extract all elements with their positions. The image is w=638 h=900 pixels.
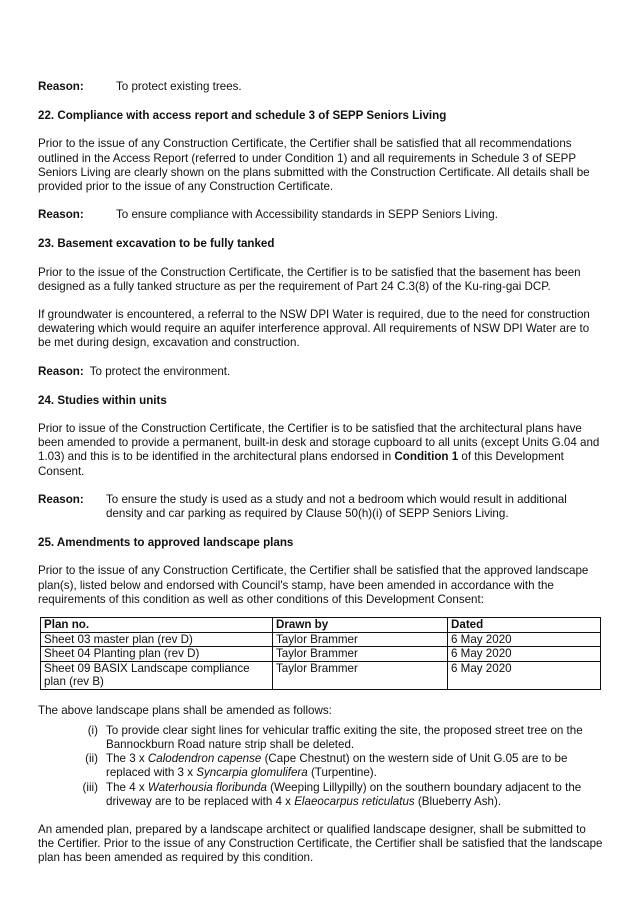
para-24-text-b: of this Development Consent. bbox=[38, 450, 564, 478]
list-item bbox=[76, 752, 604, 780]
reason-text: To protect existing trees. bbox=[116, 80, 242, 93]
reason-trees bbox=[38, 80, 604, 94]
reason-label: Reason: bbox=[38, 80, 84, 93]
species-name: Syncarpia glomulifera bbox=[196, 766, 308, 780]
para-22: Prior to the issue of any Construction Certificate, the Certifier shall be satisfied that all recommendations outlined in the Access Report (referred to under Condition 1) and all requirements in Schedule 3 of SEPP Seniors Living are clearly shown on the plans submitted with the Construction Certificate. All details shall be provided prior to the issue of any Construction Certificate. bbox=[38, 137, 590, 194]
list-item bbox=[76, 781, 604, 809]
table-header-row bbox=[41, 618, 601, 633]
table-row bbox=[41, 661, 601, 689]
list-text bbox=[106, 781, 604, 809]
table-cell: 6 May 2020 bbox=[448, 661, 601, 689]
list-number: (ii) bbox=[85, 752, 98, 766]
table-cell: Taylor Brammer bbox=[273, 632, 448, 647]
table-cell: Sheet 09 BASIX Landscape compliance plan (rev B) bbox=[41, 661, 273, 689]
para-23-a: Prior to the issue of the Construction Certificate, the Certifier is to be satisfied that the basement has been designed as a fully tanked structure as per the requirement of Part 24 C.3(8) of the Ku-ring-gai DCP. bbox=[38, 265, 581, 293]
amendment-list bbox=[38, 724, 604, 809]
reason-23 bbox=[38, 365, 604, 379]
species-name: Waterhousia floribunda bbox=[147, 780, 267, 794]
table-cell: Taylor Brammer bbox=[273, 647, 448, 662]
list-text bbox=[106, 752, 604, 780]
para-23-b: If groundwater is encountered, a referral to the NSW DPI Water is required, due to the need for construction dewatering which would require an aquifer interference approval. All requirements of NSW DPI Water are to be met during design, excavation and construction. bbox=[38, 308, 590, 350]
reason-22 bbox=[38, 208, 604, 222]
list-text: To provide clear sight lines for vehicular traffic exiting the site, the proposed street tree on the Bannockburn Road nature strip shall be deleted. bbox=[106, 723, 583, 751]
table-header-cell: Dated bbox=[448, 618, 601, 633]
text-run: (Blueberry Ash). bbox=[414, 794, 502, 808]
para-25: Prior to the issue of any Construction Certificate, the Certifier shall be satisfied that the approved landscape plan(s), listed below and endorsed with Council's stamp, have been amended in accordance with the requirements of this condition as well as other conditions of this Development Consent: bbox=[38, 564, 589, 606]
text-run: The 3 x bbox=[106, 752, 148, 766]
text-run: (Turpentine). bbox=[307, 766, 377, 780]
landscape-plans-table bbox=[40, 617, 601, 690]
species-name: Calodendron capense bbox=[147, 752, 262, 766]
heading-25: 25. Amendments to approved landscape plans bbox=[38, 536, 294, 550]
table-row bbox=[41, 632, 601, 647]
table-header-cell: Plan no. bbox=[41, 618, 273, 633]
table-row bbox=[41, 647, 601, 662]
text-run: The 4 x bbox=[106, 780, 148, 794]
para-24-text-a: Prior to issue of the Construction Certificate, the Certifier is to be satisfied that the architectural plans have been amended to provide a permanent, built-in desk and storage cupboard to all units (except Units G.04 and 1.03) and this is to be identified in the architectural plans endorsed in bbox=[38, 422, 600, 464]
table-header-cell: Drawn by bbox=[273, 618, 448, 633]
table-cell: Taylor Brammer bbox=[273, 661, 448, 689]
reason-24 bbox=[38, 493, 604, 521]
heading-23: 23. Basement excavation to be fully tanked bbox=[38, 237, 275, 251]
table-cell: 6 May 2020 bbox=[448, 632, 601, 647]
species-name: Elaeocarpus reticulatus bbox=[294, 794, 415, 808]
heading-22: 22. Compliance with access report and schedule 3 of SEPP Seniors Living bbox=[38, 109, 447, 123]
reason-label: Reason: bbox=[38, 208, 84, 222]
list-item bbox=[76, 724, 604, 752]
amend-intro: The above landscape plans shall be amended as follows: bbox=[38, 703, 332, 717]
table-cell: 6 May 2020 bbox=[448, 647, 601, 662]
text-run: (Cape Chestnut) on the western side of Unit G.05 are to be replaced with 3 x bbox=[106, 752, 568, 780]
list-number: (iii) bbox=[82, 780, 98, 794]
reason-text: To protect the environment. bbox=[89, 364, 231, 378]
list-number: (i) bbox=[87, 723, 98, 737]
table-cell: Sheet 03 master plan (rev D) bbox=[41, 632, 273, 647]
reason-label: Reason: bbox=[38, 492, 84, 506]
reason-text: To ensure compliance with Accessibility standards in SEPP Seniors Living. bbox=[116, 208, 498, 222]
para-24 bbox=[38, 422, 604, 479]
table-cell: Sheet 04 Planting plan (rev D) bbox=[41, 647, 273, 662]
reason-text: To ensure the study is used as a study and not a bedroom which would result in additional density and car parking as required by Clause 50(h)(i) of SEPP Seniors Living. bbox=[106, 492, 567, 521]
closing-para: An amended plan, prepared by a landscape architect or qualified landscape designer, shall be submitted to the Certifier. Prior to the issue of any Construction Certificate, the Certifier shall be satisfied that the landscape plan has been amended as required by this condition. bbox=[38, 823, 603, 865]
document-page bbox=[38, 80, 604, 880]
heading-24: 24. Studies within units bbox=[38, 393, 167, 407]
condition-1-ref: Condition 1 bbox=[394, 450, 459, 464]
reason-label: Reason: bbox=[38, 364, 84, 378]
text-run: (Weeping Lillypilly) on the southern boundary adjacent to the driveway are to be replaced with 4 x bbox=[106, 780, 582, 808]
